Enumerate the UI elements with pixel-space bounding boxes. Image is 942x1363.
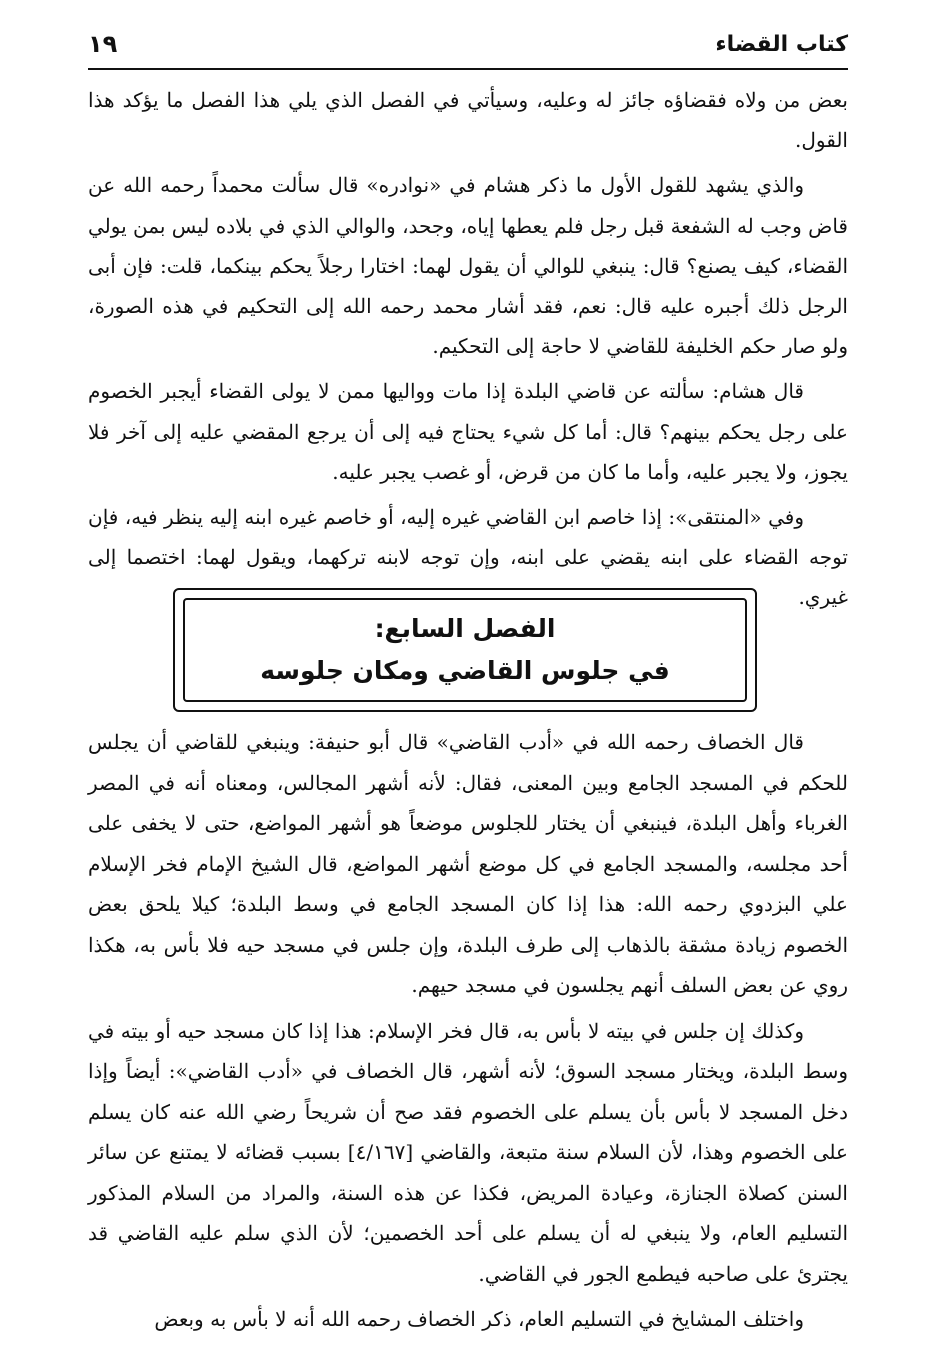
paragraph: وكذلك إن جلس في بيته لا بأس به، قال فخر الإسلام: هذا إذا كان مسجد حيه أو بيته في وسط البلدة، ويختار مسجد السوق؛ لأنه أشهر، قال الخصاف في «أدب القاضي»: أيضاً وإذا دخل المسجد لا بأس بأن يسلم على الخصوم فقد صح أن شريحاً رضي الله عنه كان يسلم على الخصوم وهذا، لأن السلام سنة متبعة، والقاضي [٤/١٦٧] بسبب قضائه لا يمتنع عن سائر السنن كصلاة الجنازة، وعيادة المريض، فكذا عن هذه السنة، والمراد من السلام المذكور التسليم العام، ولا ينبغي له أن يسلم على أحد الخصمين؛ لأن الذي سلم عليه القاضي قد يجترئ على صاحبه فيطمع الجور في القاضي. xyxy=(88,1018,848,1286)
chapter-number: الفصل السابع: xyxy=(374,614,556,643)
section-text-2 xyxy=(88,722,848,1345)
paragraph: قال هشام: سألته عن قاضي البلدة إذا مات وواليها ممن لا يولى القضاء أيجبر الخصوم على رجل يحكم بينهم؟ قال: أما كل شيء يحتاج فيه إلى أن يرجع المقضي عليه إلى آخر فلا يجوز، ولا يجبر عليه، وأما ما كان من قرض، أو غصب يجبر عليه. xyxy=(88,379,848,484)
page-number: ١٩ xyxy=(88,30,118,58)
paragraph: واختلف المشايخ في التسليم العام، ذكر الخصاف رحمه الله أنه لا بأس به وبعض xyxy=(154,1307,804,1331)
paragraph: والذي يشهد للقول الأول ما ذكر هشام في «نوادره» قال سألت محمداً رحمه الله عن قاض وجب له الشفعة قبل رجل فلم يعطها إياه، وجحد، والوالي الذي في بلاده ليس بمن يولي القضاء، كيف يصنع؟ قال: ينبغي للوالي أن يقول لهما: اختارا رجلاً يحكم بينكما، قلت: فإن أبى الرجل ذلك أجبره عليه قال: نعم، فقد أشار محمد رحمه الله إلى التحكيم في هذه الصورة، ولو صار حكم الخليفة للقاضي لا حاجة إلى التحكيم. xyxy=(88,173,848,359)
paragraph: بعض من ولاه فقضاؤه جائز له وعليه، وسيأتي في الفصل الذي يلي هذا الفصل ما يؤكد هذا القول. xyxy=(88,88,848,153)
page-header xyxy=(88,28,848,70)
chapter-title: في جلوس القاضي ومكان جلوسه xyxy=(260,656,670,685)
running-title: كتاب القضاء xyxy=(715,32,848,57)
chapter-heading-box xyxy=(183,598,747,702)
paragraph: وفي «المنتقى»: إذا خاصم ابن القاضي غيره إليه، أو خاصم غيره ابنه إليه ينظر فيه، فإن توجه القضاء على ابنه يقضي على ابنه، وإن توجه لابنه تركهما، ويقول لهما: اختصما إلى غيري. xyxy=(88,505,848,610)
section-text-1 xyxy=(88,80,848,623)
paragraph: قال الخصاف رحمه الله في «أدب القاضي» قال أبو حنيفة: وينبغي للقاضي أن يجلس للحكم في المسجد الجامع وبين المعنى، فقال: لأنه أشهر المجالس، ومعناه أنه في المصر الغرباء وأهل البلدة، فينبغي أن يختار للجلوس موضعاً هو أشهر المواضع، حتى لا يخفى على أحد مجلسه، والمسجد الجامع في كل موضع أشهر المواضع، قال الشيخ الإمام فخر الإسلام علي البزدوي رحمه الله: هذا إذا كان المسجد الجامع في وسط البلدة؛ كيلا يلحق بعض الخصوم زيادة مشقة بالذهاب إلى طرف البلدة، وإن جلس في مسجد حيه فلا بأس به، هكذا روي عن بعض السلف أنهم يجلسون في مسجد حيهم. xyxy=(88,730,848,997)
